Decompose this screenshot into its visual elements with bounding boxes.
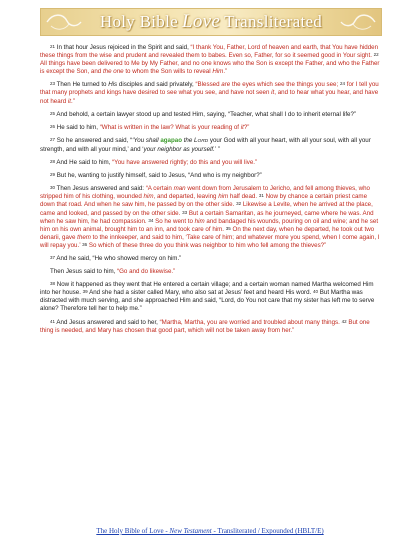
- scripture-body: [40, 44, 382, 340]
- verse-number: 32: [236, 201, 242, 207]
- verse-number: 27: [50, 136, 56, 142]
- verse-number: 34: [148, 217, 154, 223]
- verse-number: 40: [313, 289, 319, 295]
- verse-paragraph-26: $^{26}$ He said to him, “What is written in the law? What is your reading of it?”: [50, 123, 250, 131]
- verse-number: 23: [50, 81, 56, 87]
- verse-number: 29: [50, 172, 56, 178]
- verse-number: 26: [50, 123, 56, 129]
- footer-link[interactable]: The Holy Bible of Love - New Testament - Transliterated / Expounded (HBLT/E): [96, 527, 324, 535]
- verse-paragraph-23: $^{23}$ Then He turned to His disciples and said privately, “Blessed are the eyes which see the things you see; $^{24}$ for I tell you that many prophets and kings have desired to see what you see, and have not seen it, and to hear what you hear, and have not heard it.”: [40, 81, 379, 105]
- greek-term-agapao: agapao: [160, 136, 182, 144]
- verse-number: 24: [339, 81, 345, 87]
- verse-paragraph-30: $^{30}$ Then Jesus answered and said: “A certain man went down from Jerusalem to Jericho, and fell among thieves, who stripped him of his clothing, wounded him, and departed, leaving him half dead. $^{31}$ Now by chance a certain priest came down that road. And when he saw him, he passed by on the other side. $^{32}$ Likewise a Levite, when he arrived at the place, came and looked, and passed by on the other side. $^{33}$ But a certain Samaritan, as he journeyed, came where he was. And when he saw him, he had compassion. $^{34}$ So he went to him and bandaged his wounds, pouring on oil and wine; and he set him on his own animal, brought him to an inn, and took care of him. $^{35}$ On the next day, when he departed, he took out two denarii, gave them to the innkeeper, and said to him, ‘Take care of him; and whatever more you spend, when I come again, I will repay you.’ $^{36}$ So which of these three do you think was neighbor to him who fell among the thieves?”: [40, 185, 380, 249]
- verse-number: 35: [225, 225, 231, 231]
- flourish-ornament-icon: [45, 11, 83, 33]
- verse-paragraph-37: $^{37}$ And he said, “He who showed mercy on him.”: [50, 254, 182, 262]
- verse-number: 25: [50, 110, 56, 116]
- verse-paragraph-37b: Then Jesus said to him, “Go and do likewise.”: [50, 268, 176, 276]
- verse-number: 28: [50, 159, 56, 165]
- verse-paragraph-27: $^{27}$ So he answered and said, “‘You shall agapao the LORD your God with all your heart, with all your soul, with all your strength, and with all your mind,’ and ‘your neighbor as yourself.’ ”: [40, 136, 371, 153]
- verse-number: 38: [50, 281, 56, 287]
- verse-number: 42: [341, 318, 347, 324]
- verse-number: 22: [373, 52, 379, 58]
- verse-number: 30: [50, 185, 56, 191]
- verse-paragraph-21: $^{21}$ In that hour Jesus rejoiced in the Spirit and said, “I thank You, Father, Lord of heaven and earth, that You have hidden these things from the wise and prudent and revealed them to babes. Even so, Father, for so it seemed good in Your sight. $^{22}$ All things have been delivered to Me by My Father, and no one knows who the Son is except the Father, and who the Father is except the Son, and the one to whom the Son wills to reveal Him.”: [40, 44, 380, 76]
- verse-number: 36: [82, 241, 88, 247]
- verse-number: 33: [182, 209, 188, 215]
- flourish-ornament-icon: [339, 11, 377, 33]
- verse-number: 37: [50, 254, 56, 260]
- verse-paragraph-25: $^{25}$ And behold, a certain lawyer stood up and tested Him, saying, “Teacher, what shall I do to inherit eternal life?”: [50, 110, 356, 118]
- verse-number: 21: [50, 44, 56, 49]
- verse-number: 41: [50, 318, 56, 324]
- verse-number: 31: [258, 193, 264, 199]
- verse-paragraph-29: $^{29}$ But he, wanting to justify himself, said to Jesus, “And who is my neighbor?”: [50, 172, 262, 180]
- verse-paragraph-41: $^{41}$ And Jesus answered and said to her, “Martha, Martha, you are worried and troubled about many things. $^{42}$ But one thing is needed, and Mary has chosen that good part, which will not be taken away from her.”: [40, 318, 370, 334]
- verse-paragraph-38: $^{38}$ Now it happened as they went that He entered a certain village; and a certain woman named Martha welcomed Him into her house. $^{39}$ And she had a sister called Mary, who also sat at Jesus’ feet and heard His word. $^{40}$ But Martha was distracted with much serving, and she approached Him and said, “Lord, do You not care that my sister has left me to serve alone? Therefore tell her to help me.”: [40, 281, 375, 313]
- verse-paragraph-28: $^{28}$ And He said to him, “You have answered rightly; do this and you will live.”: [50, 159, 258, 167]
- banner-title: Holy Bible Love Transliterated: [99, 11, 323, 32]
- verse-number: 39: [82, 289, 88, 295]
- title-banner: [40, 8, 382, 36]
